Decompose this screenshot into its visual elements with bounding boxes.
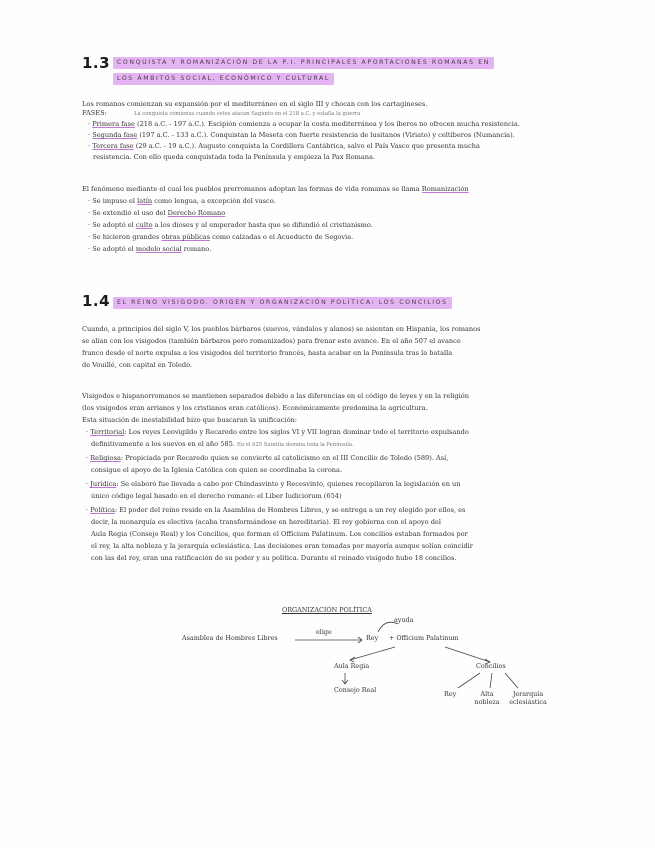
p1-line-1: Cuando, a principios del siglo V, los pueblos bárbaros (suevos, vándalos y alanos) se asientan en Hispania, los romanos — [82, 325, 481, 333]
p2-line-2: (los visigodos eran arrianos y los cristianos eran católicos). Económicamente predomina la agricultura. — [82, 404, 428, 412]
fases-note: La conquista comienza cuando estos atacan Sagunto en el 218 a.C. y estalla la guerra — [134, 111, 361, 117]
p1-line-2: se alían con los visigodos (también bárbaros pero romanizados) para frenar este avance. En el año 507 el avance — [82, 337, 461, 345]
unif-politica-l5: con las del rey, eran una ratificación de su poder y su política. Durante el reinado visigodo hubo 18 concilios. — [91, 554, 457, 562]
unif-juridica-term: Jurídica — [90, 480, 117, 488]
p1-line-3: franco desde el norte expulsa a los visigodos del territorio francés, hasta acabar en la Península tras la batalla — [82, 349, 453, 357]
fase-2: · Segunda fase (197 a.C. - 133 a.C.). Conquistan la Meseta con fuerte resistencia de lusitanos (Viriato) y celtíberos (Numancia). — [88, 131, 515, 139]
rom-item-3: · Se adoptó el culto a los dioses y al emperador hasta que se difundió el cristianismo. — [88, 221, 373, 229]
section-number-1-3: 1.3 — [82, 54, 111, 72]
romanizacion-intro-text: El fenómeno mediante el cual los pueblos prerromanos adoptan las formas de vida romanas se llama — [82, 185, 422, 193]
fase-2-term: Segunda fase — [92, 131, 138, 139]
diagram-ayuda: ayuda — [394, 616, 414, 624]
fase-3-text: (29 a.C. - 19 a.C.). Augusto conquista la Cordillera Cantábrica, salvo el País Vasco que presenta mucha — [135, 142, 480, 150]
unif-juridica-text: : Se elaboró fue llevada a cabo por Chindasvinto y Recesvinto, quienes recopilaron la legislación en un — [116, 480, 461, 488]
diagram-consejo-real: Consejo Real — [334, 686, 377, 694]
unif-territorial-term: Territorial — [90, 428, 125, 436]
rom-item-3-b: a los dioses y al emperador hasta que se difundió el cristianismo. — [152, 221, 373, 229]
unif-politica-text: : El poder del reino reside en la Asamblea de Hombres Libres, y se entrega a un rey elegido por ellos, es — [114, 506, 466, 514]
rom-item-1-b: como lengua, a excepción del vasco. — [152, 197, 276, 205]
unif-territorial-text: : Los reyes Leovigildo y Recaredo entre los siglos VI y VII logran dominar todo el territorio expulsando — [124, 428, 469, 436]
diagram-alta-nobleza: Alta nobleza — [474, 690, 500, 706]
rom-item-3-a: Se adoptó el — [92, 221, 136, 229]
unif-religiosa-text: : Propiciada por Recaredo quien se convierte al catolicismo en el III Concilio de Toledo (589). Así, — [120, 454, 449, 462]
diagram-title: ORGANIZACIÓN POLÍTICA — [282, 606, 372, 614]
rom-item-5-b: romano. — [181, 245, 212, 253]
rom-item-5-term: modelo social — [135, 245, 182, 253]
unif-religiosa-cont: consigue el apoyo de la Iglesia Católica con quien se coordinaba la corona. — [91, 466, 343, 474]
unif-territorial-note: En el 625 Suintila domina toda la Península. — [237, 442, 354, 448]
diagram-concilios: Concilios — [476, 662, 506, 670]
diagram-elige: elige — [316, 628, 332, 636]
p2-line-1: Visigodos e hispanorromanos se mantienen separados debido a las diferencias en el código de leyes y en la religión — [82, 392, 469, 400]
p1-line-4: de Vouillé, con capital en Toledo. — [82, 361, 193, 369]
romanizacion-term: Romanización — [421, 185, 469, 193]
fase-3-term: Tercera fase — [92, 142, 134, 150]
section-title-line-1: CONQUISTA Y ROMANIZACIÓN DE LA P.I. PRINCIPALES APORTACIONES ROMANAS EN — [113, 57, 494, 69]
rom-item-1: · Se impuso el latín como lengua, a excepción del vasco. — [88, 197, 276, 205]
fases-label: FASES: — [82, 109, 107, 117]
unif-politica-l3: Aula Regia (Consejo Real) y los Concilios, que forman el Officium Palatinum. Los concilios estaban formados por — [91, 530, 468, 538]
diagram-jerarquia: Jerarquía eclesiástica — [509, 690, 547, 706]
rom-item-3-term: culto — [135, 221, 153, 229]
unif-juridica: · Jurídica: Se elaboró fue llevada a cabo por Chindasvinto y Recesvinto, quienes recopilaron la legislación en un — [86, 480, 461, 488]
unif-politica-l2: decir, la monarquía es electiva (acaba transformándose en hereditaria). El rey gobierna con el apoyo del — [91, 518, 441, 526]
unif-territorial: · Territorial: Los reyes Leovigildo y Recaredo entre los siglos VI y VII logran dominar todo el territorio expulsando — [86, 428, 469, 436]
unif-politica-l4: el rey, la alta nobleza y la jerarquía eclesiástica. Las decisiones eran tomadas por mayoría aunque solían coincidir — [91, 542, 473, 550]
fase-1-term: Primera fase — [92, 120, 135, 128]
rom-item-1-a: Se impuso el — [92, 197, 138, 205]
rom-item-5-a: Se adoptó el — [92, 245, 136, 253]
fase-3-cont: resistencia. Con ello queda conquistada toda la Península y empieza la Pax Romana. — [93, 153, 376, 161]
rom-item-2-a: Se extendió el uso del — [92, 209, 168, 217]
diagram-asamblea: Asamblea de Hombres Libres — [182, 634, 278, 642]
intro-text: Los romanos comienzan su expansión por el mediterráneo en el siglo III y chocan con los cartagineses. — [82, 100, 428, 108]
unif-juridica-cont: único código legal basado en el derecho romano: el Liber Iudiciorum (654) — [91, 492, 342, 500]
rom-item-2: · Se extendió el uso del Derecho Romano — [88, 209, 226, 217]
p2-line-3: Esta situación de inestabilidad hizo que buscaran la unificación: — [82, 416, 298, 424]
section-title-1-4: EL REINO VISIGODO. ORIGEN Y ORGANIZACIÓN POLÍTICA: LOS CONCILIOS — [113, 297, 452, 309]
rom-item-4-term: obras públicas — [161, 233, 211, 241]
fase-3: · Tercera fase (29 a.C. - 19 a.C.). Augusto conquista la Cordillera Cantábrica, salvo el País Vasco que presenta mucha — [88, 142, 480, 150]
unif-religiosa-term: Religiosa — [90, 454, 121, 462]
rom-item-5: · Se adoptó el modelo social romano. — [88, 245, 212, 253]
rom-item-4: · Se hicieron grandes obras públicas como calzadas o el Acueducto de Segovia. — [88, 233, 354, 241]
unif-territorial-text-2: definitivamente a los suevos en el año 585. — [91, 440, 235, 448]
fase-1-text: (218 a.C. - 197 a.C.). Escipión comienza a ocupar la costa mediterránea y los íberos no ofrecen mucha resistencia. — [137, 120, 520, 128]
section-title-line-2: LOS ÁMBITOS SOCIAL, ECONÓMICO Y CULTURAL — [113, 73, 334, 85]
diagram-aula-regia: Aula Regia — [334, 662, 370, 670]
unif-politica: · Política: El poder del reino reside en la Asamblea de Hombres Libres, y se entrega a un rey elegido por ellos, es — [86, 506, 466, 514]
rom-item-4-b: como calzadas o el Acueducto de Segovia. — [210, 233, 354, 241]
fase-1: · Primera fase (218 a.C. - 197 a.C.). Escipión comienza a ocupar la costa mediterránea y los íberos no ofrecen mucha resistencia. — [88, 120, 520, 128]
rom-item-2-term: Derecho Romano — [167, 209, 226, 217]
rom-item-1-term: latín — [137, 197, 153, 205]
unif-politica-term: Política — [90, 506, 115, 514]
fase-2-text: (197 a.C. - 133 a.C.). Conquistan la Meseta con fuerte resistencia de lusitanos (Viriato) y celtíberos (Numancia). — [139, 131, 515, 139]
unif-religiosa: · Religiosa: Propiciada por Recaredo quien se convierte al catolicismo en el III Concilio de Toledo (589). Así, — [86, 454, 449, 462]
diagram-rey: Rey — [366, 634, 379, 642]
diagram-officium: + Officium Palatinum — [389, 634, 459, 642]
diagram-concilio-rey: Rey — [444, 690, 457, 698]
rom-item-4-a: Se hicieron grandes — [92, 233, 162, 241]
section-number-1-4: 1.4 — [82, 292, 111, 310]
